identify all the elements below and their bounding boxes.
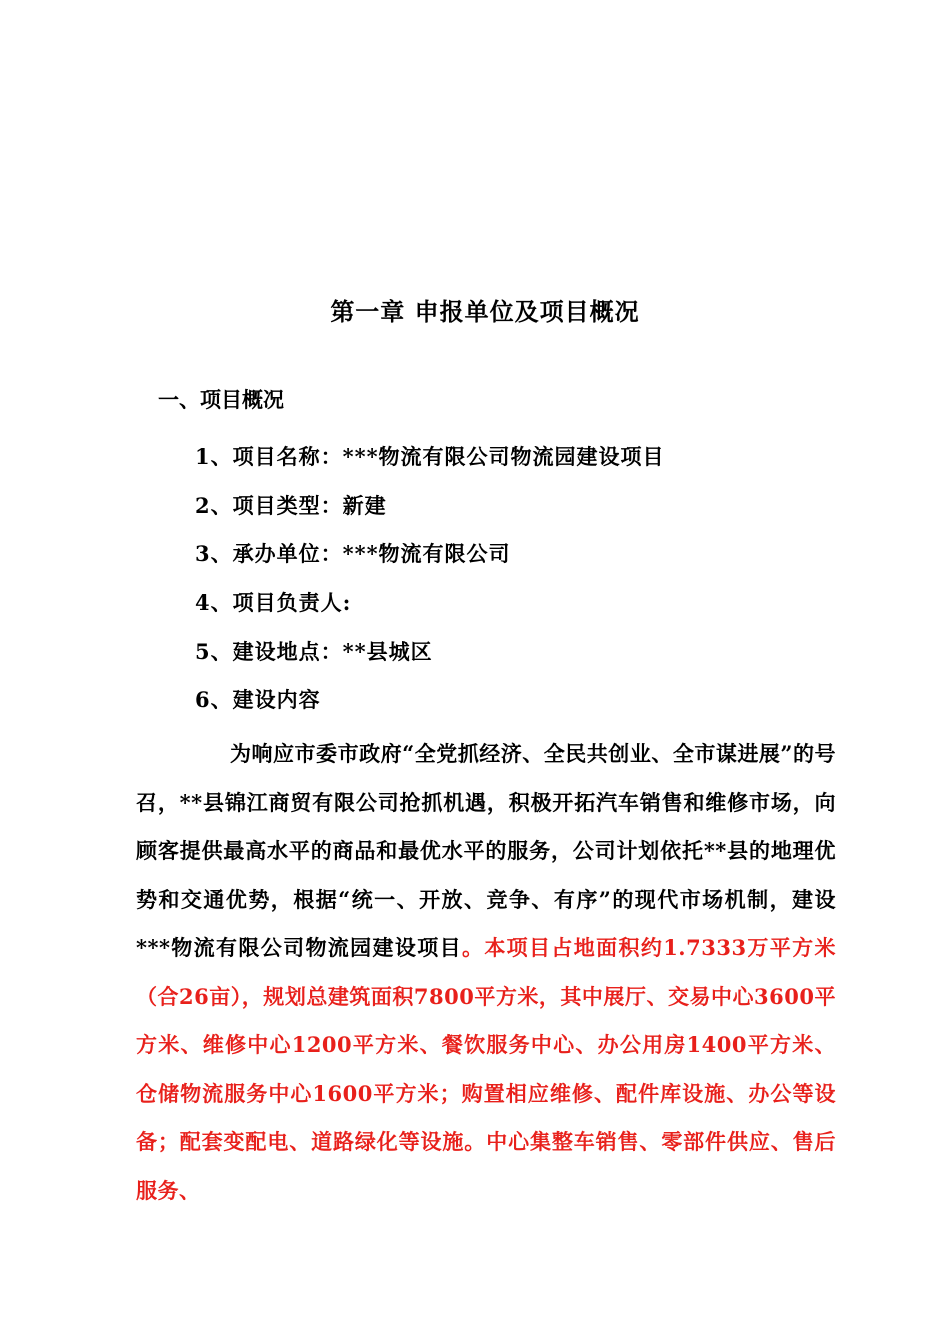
item-project-leader: 4、项目负责人: — [195, 590, 352, 615]
body-paragraph — [136, 730, 836, 1215]
item-location: 5、建设地点：**县城区 — [195, 639, 433, 664]
body-text-red: 。本项目占地面积约1.7333万平方米（合26亩），规划总建筑面积7800平方米，其中展厅、交易中心3600平方米、维修中心1200平方米、餐饮服务中心、办公用房1400平方米、仓储物流服务中心1600平方米；购置相应维修、配件库设施、办公等设备；配套变配电、道路绿化等设施。中心集整车销售、零部件供应、售后服务、 — [136, 935, 836, 1203]
item-project-name: 1、项目名称：***物流有限公司物流园建设项目 — [195, 444, 665, 469]
item-organizer: 3、承办单位：***物流有限公司 — [195, 541, 511, 566]
item-project-type: 2、项目类型：新建 — [195, 493, 387, 518]
item-construction-content: 6、建设内容 — [195, 687, 321, 712]
body-text-black: 为响应市委市政府“全党抓经济、全民共创业、全市谋进展”的号召，**县锦江商贸有限公司抢抓机遇，积极开拓汽车销售和维修市场，向顾客提供最高水平的商品和最优水平的服务，公司计划依托**县的地理优势和交通优势，根据“统一、开放、竞争、有序”的现代市场机制，建设***物流有限公司物流园建设项目 — [136, 741, 836, 960]
section-heading: 一、项目概况 — [158, 388, 284, 412]
chapter-title: 第一章 申报单位及项目概况 — [330, 297, 640, 326]
